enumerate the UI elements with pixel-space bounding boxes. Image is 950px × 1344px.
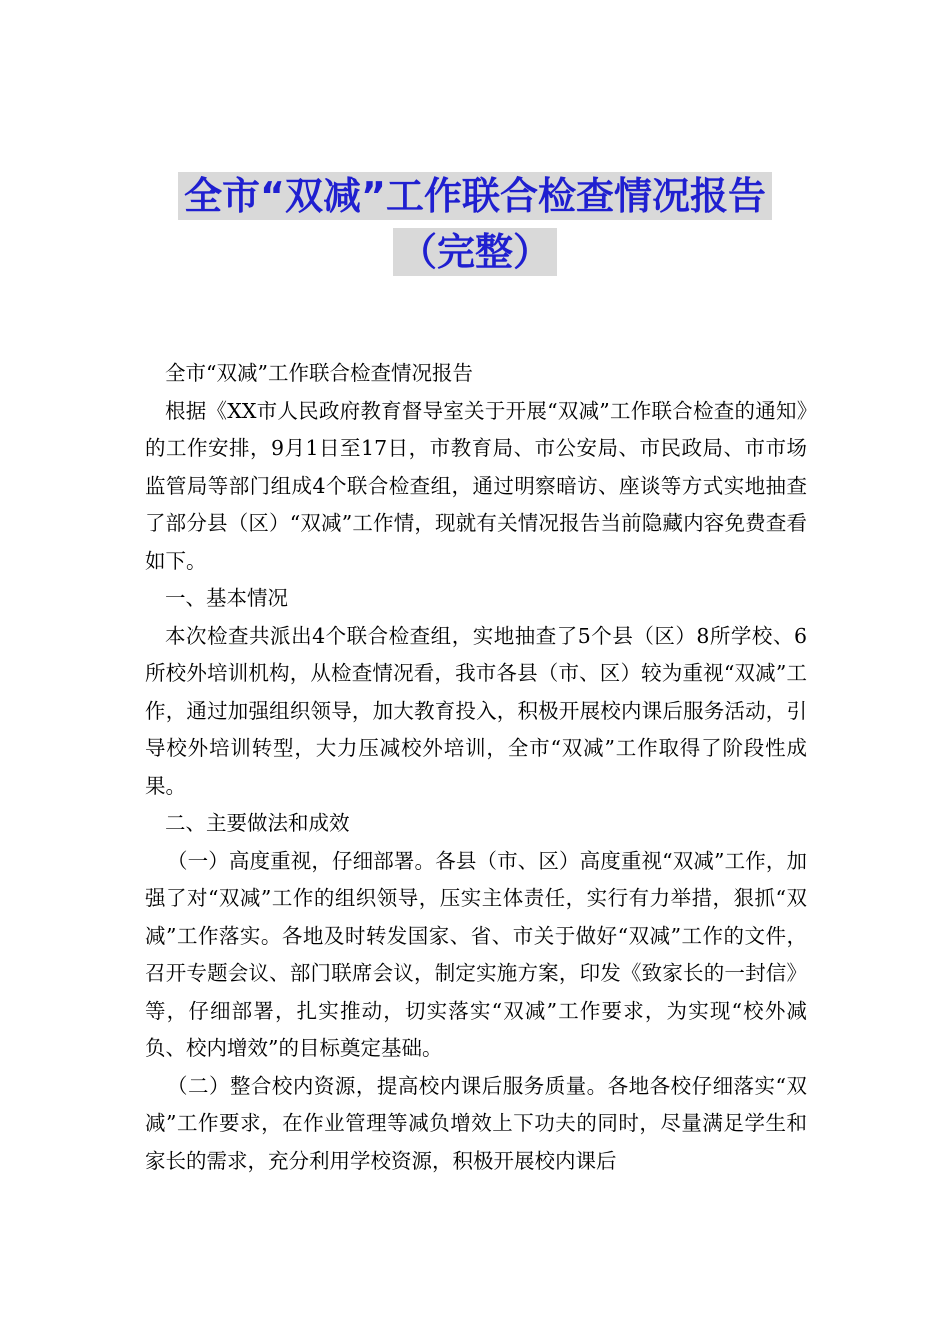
paragraph-intro: 根据《XX市人民政府教育督导室关于开展“双减”工作联合检查的通知》的工作安排，9月1日至17日，市教育局、市公安局、市民政局、市市场监管局等部门组成4个联合检查组，通过明察暗访、座谈等方式实地抽查了部分县（区）“双减”工作情，现就有关情况报告当前隐藏内容免费查看如下。: [145, 398, 807, 573]
paragraph-measure-1: （一）高度重视，仔细部署。各县（市、区）高度重视“双减”工作，加强了对“双减”工作的组织领导，压实主体责任，实行有力举措，狠抓“双减”工作落实。各地及时转发国家、省、市关于做好“双减”工作的文件，召开专题会议、部门联席会议，制定实施方案，印发《致家长的一封信》等，仔细部署，扎实推动，切实落实“双减”工作要求，为实现“校外减负、校内增效”的目标奠定基础。: [145, 848, 807, 1060]
paragraph-measure-2: （二）整合校内资源，提高校内课后服务质量。各地各校仔细落实“双减”工作要求，在作业管理等减负增效上下功夫的同时，尽量满足学生和家长的需求，充分利用学校资源，积极开展校内课后: [145, 1073, 807, 1173]
title-line-2: （完整）: [393, 228, 557, 276]
paragraph-basic: 本次检查共派出4个联合检查组，实地抽查了5个县（区）8所学校、6所校外培训机构，从检查情况看，我市各县（市、区）较为重视“双减”工作，通过加强组织领导，加大教育投入，积极开展校内课后服务活动，引导校外培训转型，大力压减校外培训，全市“双减”工作取得了阶段性成果。: [145, 623, 807, 798]
title-line-1: 全市“双减”工作联合检查情况报告: [178, 172, 772, 220]
document-title: [0, 172, 950, 284]
section-heading-basic: 一、基本情况: [165, 586, 288, 610]
paragraph-heading: 全市“双减”工作联合检查情况报告: [165, 361, 473, 385]
section-heading-measures: 二、主要做法和成效: [165, 811, 350, 835]
document-body: [145, 355, 807, 1180]
